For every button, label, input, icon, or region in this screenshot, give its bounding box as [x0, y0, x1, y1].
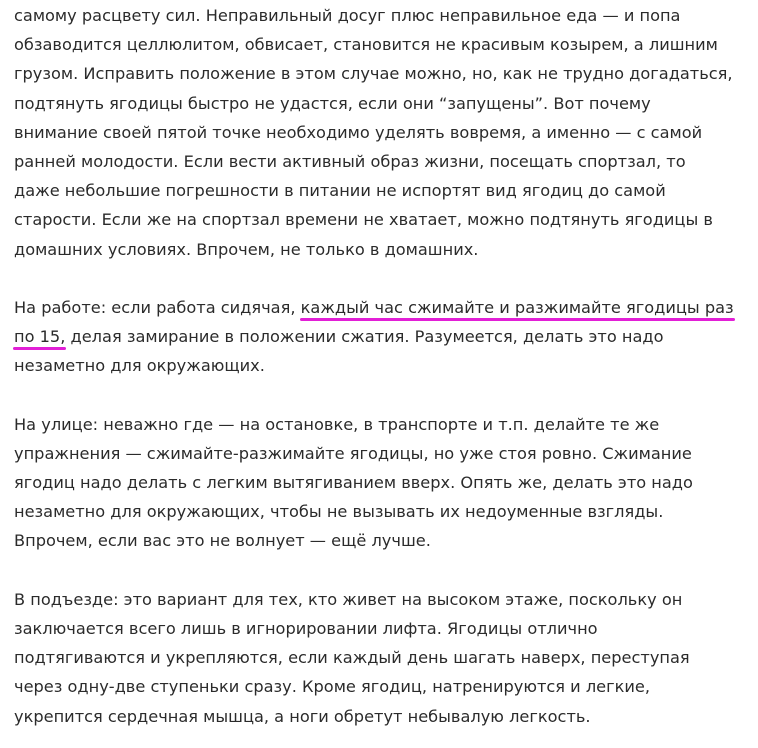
text-line: старости. Если же на спортзал времени не хватает, можно подтянуть ягодицы в: [14, 210, 713, 230]
text-line: незаметно для окружающих, чтобы не вызывать их недоуменные взгляды.: [14, 502, 664, 522]
text-line: внимание своей пятой точке необходимо уделять вовремя, а именно — с самой: [14, 122, 703, 142]
text-fragment: делая замирание в положении сжатия. Разумеется, делать это надо: [65, 327, 664, 347]
paragraph-work: [14, 293, 734, 381]
text-line: Впрочем, если вас это не волнует — ещё лучше.: [14, 531, 431, 551]
text-line: обзаводится целлюлитом, обвисает, становится не красивым козырем, а лишним: [14, 35, 718, 55]
text-line: укрепится сердечная мышца, а ноги обретут небывалую легкость.: [14, 706, 591, 726]
paragraph-street: [14, 410, 714, 556]
text-line: На улице: неважно где — на остановке, в транспорте и т.п. делайте те же: [14, 414, 660, 434]
text-line: [14, 293, 734, 322]
text-line: В подъезде: это вариант для тех, кто живет на высоком этаже, поскольку он: [14, 589, 683, 609]
text-line: подтягиваются и укрепляются, если каждый день шагать наверх, переступая: [14, 648, 690, 668]
text-line: самому расцвету сил. Неправильный досуг плюс неправильное еда — и попа: [14, 6, 681, 25]
text-line: даже небольшие погрешности в питании не испортят вид ягодиц до самой: [14, 181, 666, 201]
paragraph-gap: [14, 556, 714, 585]
text-line: домашних условиях. Впрочем, не только в домашних.: [14, 239, 479, 259]
paragraph-intro: [14, 1, 733, 264]
text-line: [14, 322, 714, 351]
text-line: грузом. Исправить положение в этом случае можно, но, как не трудно догадаться,: [14, 64, 733, 84]
paragraph-gap: [14, 380, 714, 409]
article-body: [14, 0, 734, 731]
paragraph-stairs: [14, 585, 714, 731]
highlighted-text: каждый час сжимайте и разжимайте ягодицы раз: [300, 297, 734, 317]
text-line: ранней молодости. Если вести активный образ жизни, посещать спортзал, то: [14, 151, 686, 171]
text-line: подтянуть ягодицы быстро не удастся, если они “запущены”. Вот почему: [14, 93, 651, 113]
text-line: незаметно для окружающих.: [14, 356, 265, 376]
text-line: упражнения — сжимайте-разжимайте ягодицы, но уже стоя ровно. Сжимание: [14, 443, 692, 463]
text-line: заключается всего лишь в игнорировании лифта. Ягодицы отлично: [14, 618, 598, 638]
highlighted-text: по 15,: [14, 327, 66, 347]
text-fragment: На работе: если работа сидячая,: [14, 297, 301, 317]
text-line: ягодиц надо делать с легким вытягиванием вверх. Опять же, делать это надо: [14, 473, 693, 492]
text-line: через одну-две ступеньки сразу. Кроме ягодиц, натренируются и легкие,: [14, 677, 651, 697]
paragraph-gap: [14, 264, 714, 293]
